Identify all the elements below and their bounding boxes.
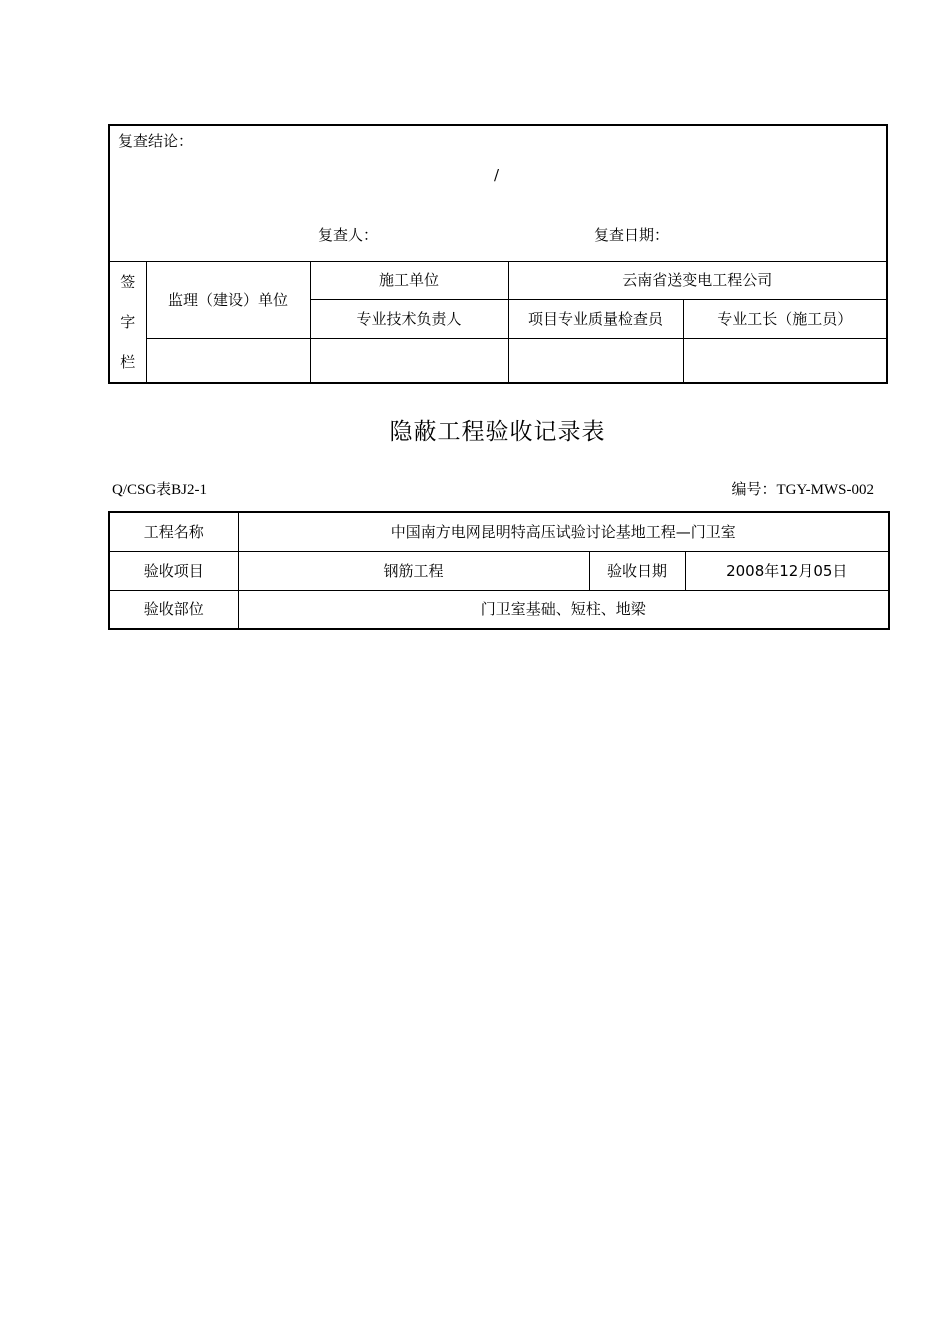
construction-unit-name: 云南省送变电工程公司: [508, 261, 887, 299]
review-conclusion-cell: [109, 125, 887, 261]
supervision-unit-label: 监理（建设）单位: [146, 261, 310, 338]
quality-inspector-label: 项目专业质量检查员: [508, 299, 683, 338]
review-signature-table: [108, 124, 888, 384]
project-name-label: 工程名称: [109, 512, 238, 551]
document-number-label: 编号：: [731, 480, 777, 498]
document-title: 隐蔽工程验收记录表: [389, 419, 606, 445]
inspection-part-label: 验收部位: [109, 590, 238, 629]
review-date-label: 复查日期：: [594, 226, 670, 244]
tech-lead-label: 专业技术负责人: [310, 299, 508, 338]
inspection-date-value: 2008年12月05日: [685, 551, 889, 590]
inspection-part-value: 门卫室基础、短柱、地梁: [238, 590, 889, 629]
review-conclusion-value: /: [494, 166, 500, 184]
signature-char-1: 签: [120, 272, 136, 291]
foreman-label: 专业工长（施工员）: [683, 299, 887, 338]
inspection-date-label: 验收日期: [589, 551, 685, 590]
inspection-item-label: 验收项目: [109, 551, 238, 590]
document-number-value: TGY-MWS-002: [776, 482, 874, 498]
supervision-signature-field: [146, 338, 310, 382]
review-conclusion-label: 复查结论：: [118, 132, 194, 150]
tech-lead-signature-field: [310, 338, 508, 382]
reviewer-label: 复查人：: [318, 226, 379, 244]
document-number: [731, 478, 874, 499]
project-name-value: 中国南方电网昆明特高压试验讨论基地工程—门卫室: [238, 512, 889, 551]
construction-unit-label: 施工单位: [310, 261, 508, 299]
signature-char-3: 栏: [120, 352, 136, 371]
foreman-signature-field: [683, 338, 887, 382]
inspection-item-value: 钢筋工程: [238, 551, 589, 590]
signature-section-label: [109, 261, 146, 383]
form-code: Q/CSG表BJ2-1: [112, 482, 208, 498]
signature-char-2: 字: [120, 312, 136, 331]
quality-inspector-signature-field: [508, 338, 683, 382]
inspection-info-table: [108, 511, 890, 630]
